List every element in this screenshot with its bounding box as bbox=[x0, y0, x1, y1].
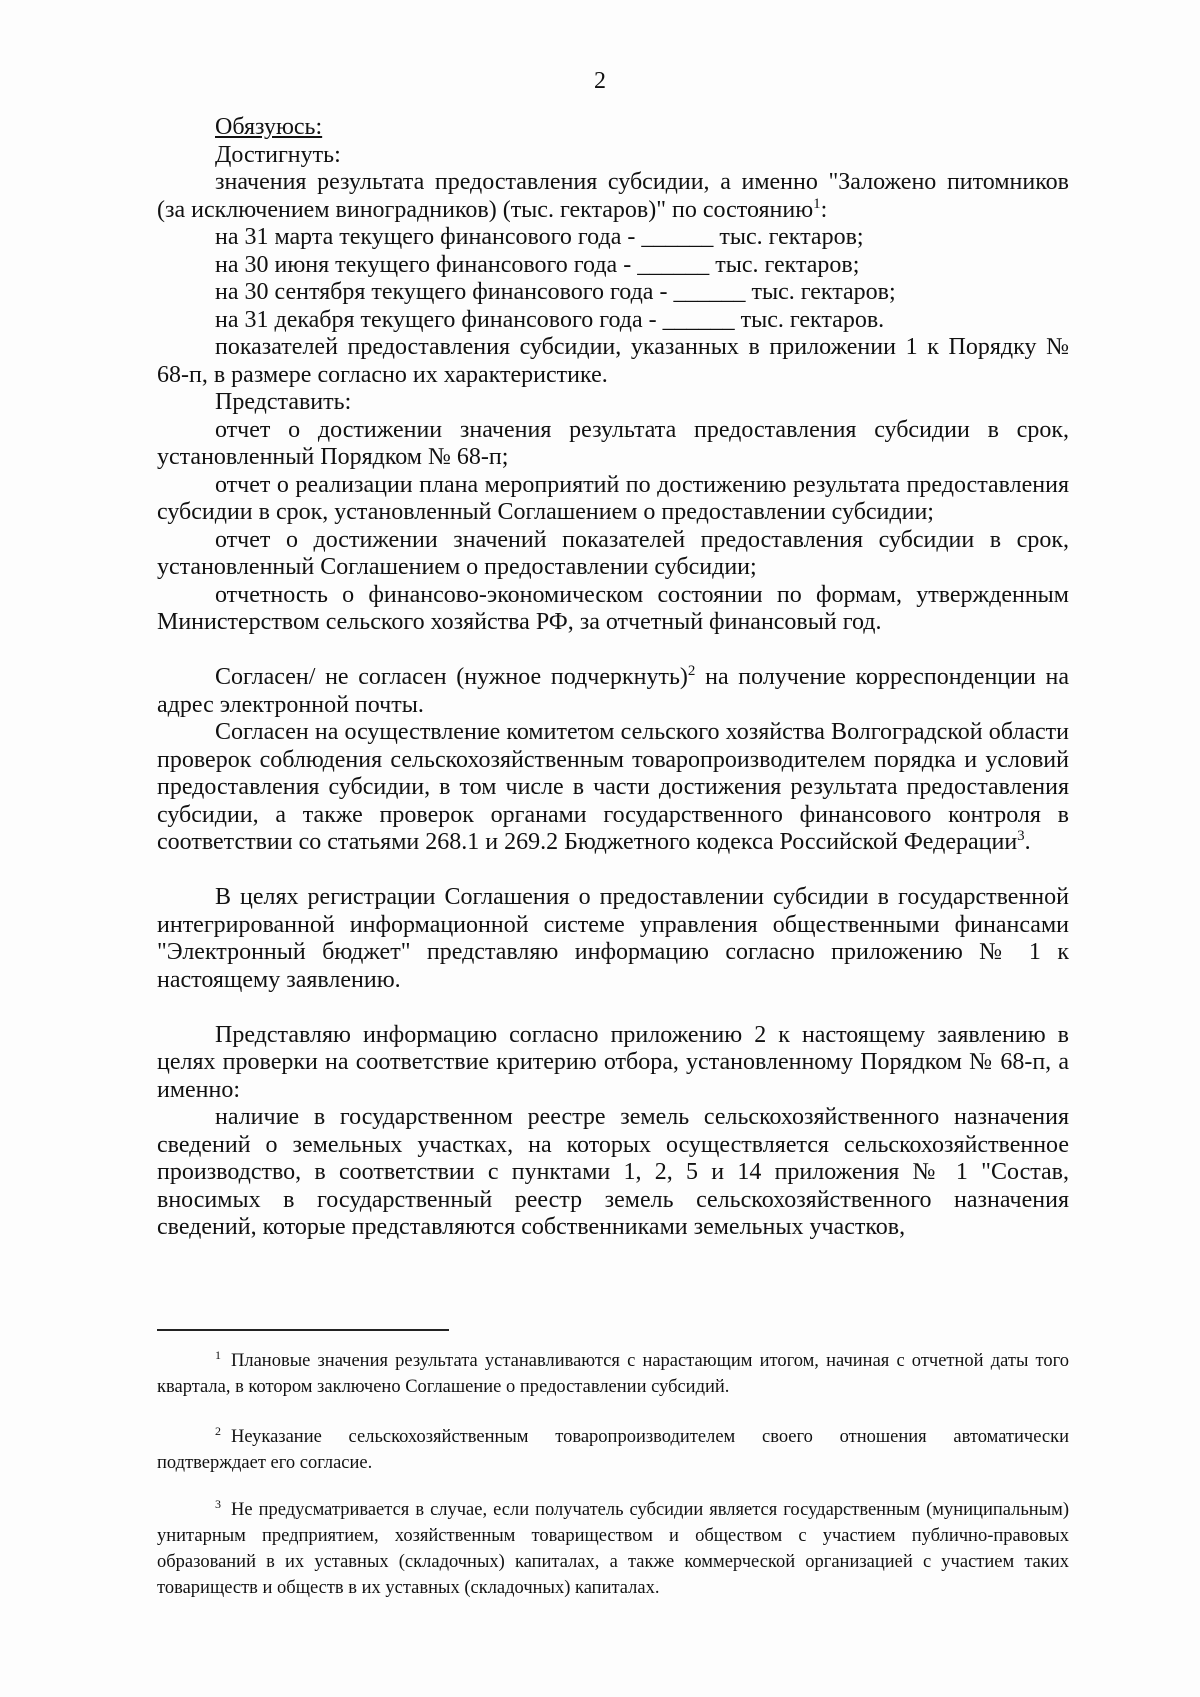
availability-paragraph: наличие в государственном реестре земель сельскохозяйственного назначения сведений о земельных участках, на которых осуществляется сельскохозяйственное производство, в соответствии с пунктами 1, 2, 5 и 14 приложения № 1 "Состав, вносимых в государственный реестр земель сельскохозяйственного назначения сведений, которые представляются собственниками земельных участков, bbox=[157, 1104, 1069, 1240]
info-present-paragraph: Представляю информацию согласно приложению 2 к настоящему заявлению в целях проверки на соответствие критерию отбора, установленному Порядком № 68-п, а именно: bbox=[157, 1021, 1069, 1103]
quarter-3-line: на 30 сентября текущего финансового года - ______ тыс. гектаров; bbox=[215, 279, 896, 305]
heading-present: Представить: bbox=[215, 389, 352, 415]
consent-email-text-end: на получение корреспонденции на адрес электронной почты. bbox=[157, 664, 1070, 718]
heading-obligate-text: Обязуюсь: bbox=[215, 114, 323, 140]
footnote-ref-2: 2 bbox=[687, 663, 696, 679]
consent-checks-end: . bbox=[1024, 829, 1031, 855]
consent-email-paragraph bbox=[157, 664, 1069, 719]
result-text: значения результата предоставления субсидии, а именно "Заложено питомников (за исключением виноградников) (тыс. гектаров)" по состоянию bbox=[157, 169, 1069, 223]
footnote-2 bbox=[157, 1424, 1069, 1476]
footnote-1-mark: 1 bbox=[215, 1348, 221, 1362]
footnote-2-mark: 2 bbox=[215, 1424, 221, 1438]
footnote-1-text: Плановые значения результата устанавливаются с нарастающим итогом, начиная с отчетной даты того квартала, в котором заключено Соглашение о предоставлении субсидий. bbox=[157, 1351, 1069, 1397]
footnote-2-text: Неуказание сельскохозяйственным товаропроизводителем своего отношения автоматически подтверждает его согласие. bbox=[157, 1427, 1069, 1473]
quarter-4-line: на 31 декабря текущего финансового года - ______ тыс. гектаров. bbox=[215, 306, 885, 333]
result-colon: : bbox=[820, 196, 828, 223]
footnote-ref-3: 3 bbox=[1017, 828, 1025, 844]
consent-email-text: Согласен/ не согласен (нужное подчеркнуть) bbox=[215, 664, 688, 690]
result-paragraph bbox=[157, 169, 1069, 224]
consent-checks-paragraph bbox=[157, 719, 1069, 857]
footnote-separator bbox=[157, 1329, 449, 1331]
footnote-1 bbox=[157, 1348, 1069, 1400]
quarter-2-line: на 30 июня текущего финансового года - ______ тыс. гектаров; bbox=[215, 251, 860, 278]
heading-achieve: Достигнуть: bbox=[215, 141, 341, 168]
registration-paragraph: В целях регистрации Соглашения о предоставлении субсидии в государственной интегрированной информационной системе управления общественными финансами "Электронный бюджет" представляю информацию согласно приложению № 1 к настоящему заявлению. bbox=[157, 884, 1069, 993]
report-4-paragraph: отчетность о финансово-экономическом состоянии по формам, утвержденным Министерством сельского хозяйства РФ, за отчетный финансовый год. bbox=[157, 581, 1069, 635]
footnote-3-text: Не предусматривается в случае, если получатель субсидии является государственным (муниципальным) унитарным предприятием, хозяйственным товариществом и обществом с участием публично-правовых образований в их уставных (складочных) капиталах, а также коммерческой организацией с участием таких товариществ и обществ в их уставных (складочных) капиталах. bbox=[157, 1500, 1069, 1598]
footnote-3 bbox=[157, 1497, 1069, 1601]
page-number: 2 bbox=[594, 68, 606, 94]
heading-obligate bbox=[157, 114, 1069, 142]
report-3-paragraph: отчет о достижении значений показателей предоставления субсидии в срок, установленный Соглашением о предоставлении субсидии; bbox=[157, 526, 1069, 580]
document-body bbox=[157, 114, 1069, 1242]
consent-checks-text: Согласен на осуществление комитетом сельского хозяйства Волгоградской области проверок соблюдения сельскохозяйственным товаропроизводителем порядка и условий предоставления субсидии, в том числе в части достижения результата предоставления субсидии, а также проверок органами государственного финансового контроля в соответствии со статьями 268.1 и 269.2 Бюджетного кодекса Российской Федерации bbox=[157, 719, 1069, 855]
footnote-3-mark: 3 bbox=[215, 1497, 221, 1511]
footnote-1-paragraph bbox=[157, 1348, 1069, 1400]
indicators-paragraph: показателей предоставления субсидии, указанных в приложении 1 к Порядку № 68-п, в размере согласно их характеристике. bbox=[157, 334, 1069, 388]
footnote-3-paragraph bbox=[157, 1497, 1069, 1601]
footnote-ref-1: 1 bbox=[813, 195, 821, 212]
report-2-paragraph: отчет о реализации плана мероприятий по достижению результата предоставления субсидии в срок, установленный Соглашением о предоставлении субсидии; bbox=[157, 471, 1069, 525]
quarter-1-line: на 31 марта текущего финансового года - ______ тыс. гектаров; bbox=[215, 224, 864, 250]
footnote-2-paragraph bbox=[157, 1424, 1069, 1476]
report-1-paragraph: отчет о достижении значения результата предоставления субсидии в срок, установленный Порядком № 68-п; bbox=[157, 416, 1069, 470]
